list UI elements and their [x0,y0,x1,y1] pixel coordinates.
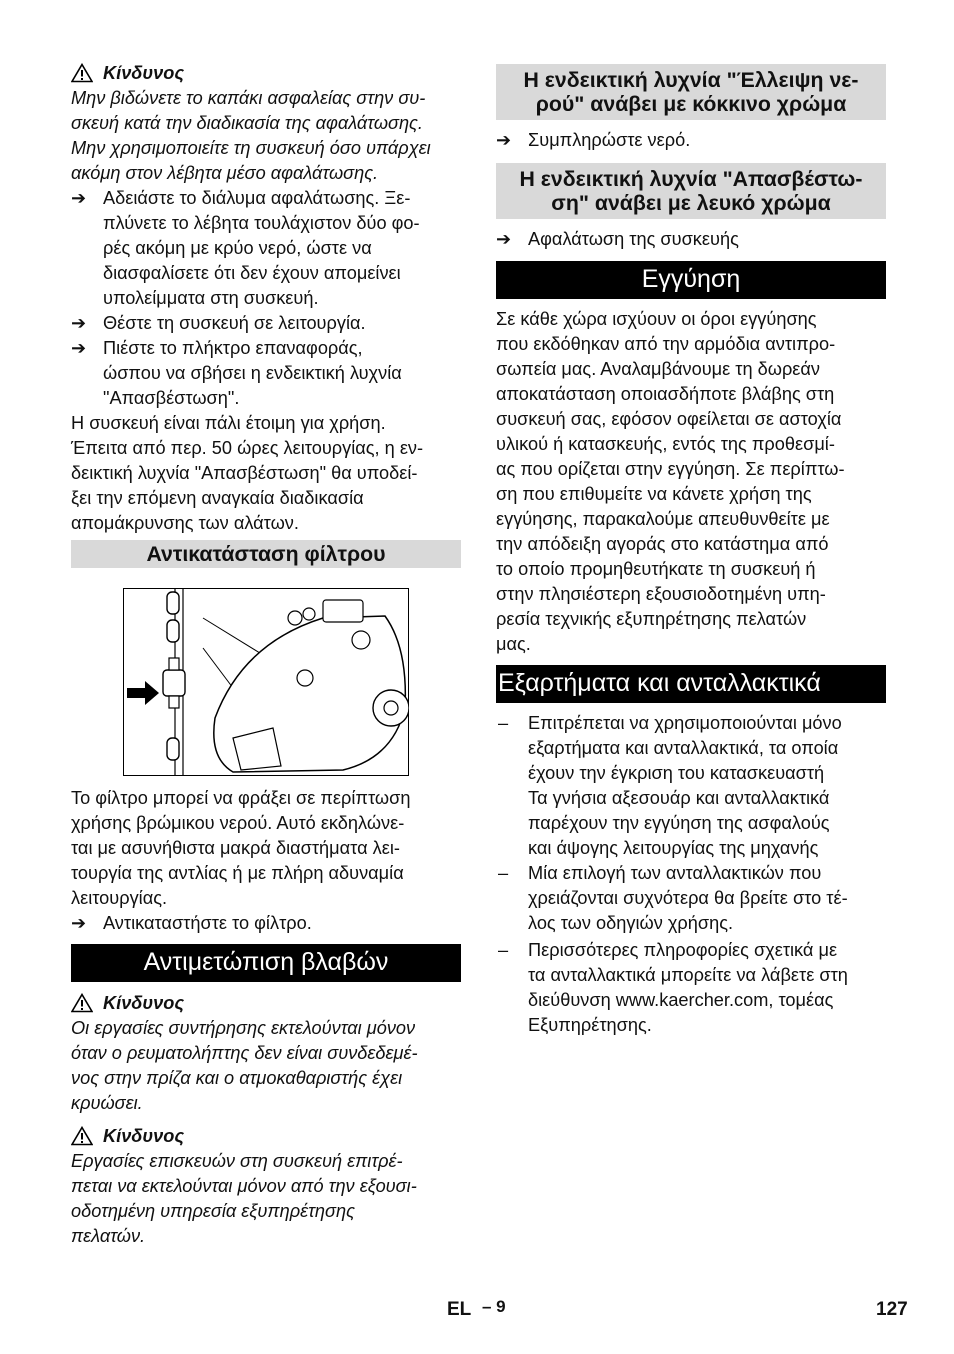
paragraph-ready: Η συσκευή είναι πάλι έτοιμη για χρήση. Έπειτα από περ. 50 ώρες λειτουργίας, η εν- δεικτική λυχνία "Απασβέστωση" θα υποδεί- ξει την επόμενη αναγκαία διαδικασία απομάκρυνσης των αλάτων. [71,413,424,533]
parts-heading: Εξαρτήματα και ανταλλακτικά [496,665,886,703]
warning-triangle-icon [71,993,93,1013]
page-number: 127 [876,1299,908,1320]
footer-language: EL [447,1299,472,1320]
arrow-right-icon: ➔ [71,313,87,333]
troubleshooting-heading: Αντιμετώπιση βλαβών [71,944,461,982]
arrow-right-icon: ➔ [71,338,87,358]
danger-title: Κίνδυνος [103,992,185,1013]
danger-title: Κίνδυνος [103,1125,185,1146]
danger-notice-3 [71,1123,461,1249]
warranty-heading: Εγγύηση [496,261,886,299]
descale-lamp-heading: Η ενδεικτική λυχνία "Απασβέστω- ση" ανάβει με λευκό χρώμα [496,163,886,219]
step-fill-water: ➔ Συμπληρώστε νερό. [496,128,886,153]
danger-text: Εργασίες επισκευών στη συσκευή επιτρέ- πεται να εκτελούνται μόνον από την εξουσι- οδοτημένη υπηρεσία εξυπηρέτησης πελατών. [71,1151,417,1246]
paragraph-filter-clog: Το φίλτρο μπορεί να φράξει σε περίπτωση χρήσης βρώμικου νερού. Αυτό εκδηλώνε- ται με ασυνήθιστα μακρά διαστήματα λει- τουργία της αντλίας ή με πλήρη αδυναμία λειτουργίας. [71,788,411,908]
danger-title: Κίνδυνος [103,62,185,83]
warning-triangle-icon [71,63,93,83]
step-switch-on: ➔ Θέστε τη συσκευή σε λειτουργία. [71,311,461,336]
parts-item-1: – Επιτρέπεται να χρησιμοποιούνται μόνο εξαρτήματα και ανταλλακτικά, τα οποία έχουν την έγκριση του κατασκευαστή Τα γνήσια αξεσουάρ και ανταλλακτικά παρέχουν την εγγύηση της ασφαλούς και άψογης λειτουργίας της μηχανής [498,713,842,858]
filter-replacement-illustration [123,588,409,776]
parts-item-3: – Περισσότερες πληροφορίες σχετικά με τα ανταλλακτικά μπορείτε να λάβετε στη διεύθυνση www.kaercher.com, τομέας Εξυπηρέτησης. [498,940,848,1035]
danger-notice-2 [71,990,461,1116]
arrow-right-icon: ➔ [71,188,87,208]
step-drain-descaler: ➔ Αδειάστε το διάλυμα αφαλάτωσης. Ξε- πλύνετε το λέβητα τουλάχιστον δύο φο- ρές ακόμη με κρύο νερό, ώστε να διασφαλίσετε ότι δεν έχουν απομείνει υπολείμματα στη συσκευή. [71,188,420,308]
parts-item-2: – Μία επιλογή των ανταλλακτικών που χρειάζονται συχνότερα θα βρείτε στο τέ- λος των οδηγιών χρήσης. [498,863,848,933]
footer-section-page: – 9 [482,1297,506,1316]
danger-notice-1 [71,60,461,186]
step-press-reset: ➔ Πιέστε το πλήκτρο επαναφοράς, ώσπου να σβήσει η ενδεικτική λυχνία "Απασβέστωση". [71,338,402,408]
danger-text: Μην βιδώνετε το καπάκι ασφαλείας στην συ- σκευή κατά την διαδικασία της αφαλάτωσης. Μην χρησιμοποιείτε τη συσκευή όσο υπάρχει ακόμη στον λέβητα μέσο αφαλάτωσης. [71,88,431,183]
right-column [496,64,886,1038]
filter-heading: Αντικατάσταση φίλτρου [71,540,461,568]
warranty-text: Σε κάθε χώρα ισχύουν οι όροι εγγύησης που εκδόθηκαν από την αρμόδια αντιπρο- σωπεία μας. Αναλαμβάνουμε τη δωρεάν αποκατάσταση οποιασδήποτε βλάβης στη συσκευή σας, εφόσον οφείλεται σε αστοχία υλικού ή κατασκευής, εντός της προθεσμί- ας που ορίζεται στην εγγύηση. Σε περίπτω- ση που επιθυμείτε να κάνετε χρήση της εγγύησης, παρακαλούμε απευθυνθείτε με την απόδειξη αγοράς στο κατάστημα από το οποίο προμηθευτήκατε τη συσκευή ή στην πλησιέστερη εξουσιοδοτημένη υπη- ρεσία τεχνικής εξυπηρέτησης πελατών μας. [496,309,845,654]
warning-triangle-icon [71,1126,93,1146]
danger-text: Οι εργασίες συντήρησης εκτελούνται μόνον όταν ο ρευματολήπτης δεν είναι συνδεδεμέ- νος στην πρίζα και ο ατμοκαθαριστής έχει κρυώσει. [71,1018,418,1113]
left-column [71,60,461,1249]
arrow-right-icon: ➔ [71,913,87,933]
water-lamp-heading: Η ενδεικτική λυχνία "Έλλειψη νε- ρού" ανάβει με κόκκινο χρώμα [496,64,886,120]
arrow-right-icon: ➔ [496,130,512,150]
arrow-right-icon: ➔ [496,229,512,249]
step-descale: ➔ Αφαλάτωση της συσκευής [496,227,886,252]
step-replace-filter: ➔ Αντικαταστήστε το φίλτρο. [71,911,461,936]
